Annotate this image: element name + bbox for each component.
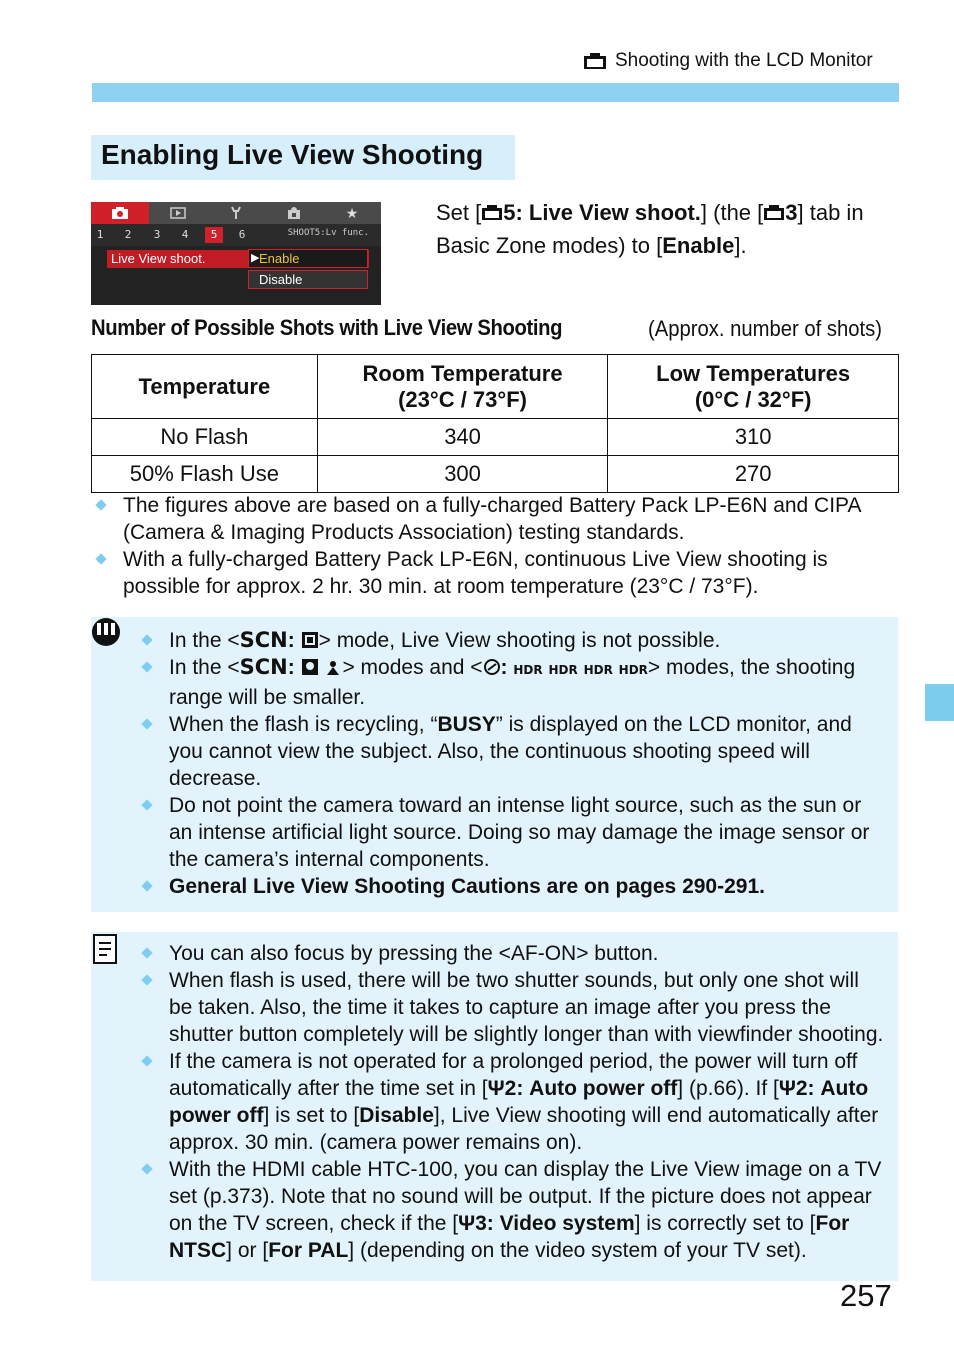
menu-page-number: 4: [181, 228, 189, 241]
hdr-icon: HDR: [548, 663, 578, 677]
camera-icon: [481, 204, 503, 221]
menu-page-number: 1: [96, 228, 104, 241]
hdr-backlight-icon: [324, 656, 342, 679]
text-run: :: [500, 656, 514, 679]
list-item: [137, 792, 887, 873]
section-title: Enabling Live View Shooting: [91, 135, 515, 180]
menu-option-label: Disable: [259, 272, 303, 287]
text-run: 3: Video system: [475, 1212, 635, 1235]
caution-icon: [91, 617, 121, 647]
wrench-icon: Ψ: [778, 1077, 796, 1100]
list-item: [137, 1156, 887, 1264]
text-run: If the camera is not operated for a prolonged period, the power will turn off automatically after the time set in [: [169, 1050, 858, 1100]
table-header-row: [92, 355, 899, 419]
menu-page-number-active: 5: [205, 227, 223, 243]
camera-icon: [763, 204, 785, 221]
list-item: [91, 546, 891, 600]
text-run: For NTSC: [169, 1212, 850, 1262]
list-item-text: General Live View Shooting Cautions are on pages 290-291.: [169, 875, 765, 898]
hdr-icon: HDR: [583, 663, 613, 677]
menu-tab-bar: [91, 202, 381, 224]
menu-item-label: Live View shoot.: [111, 251, 206, 266]
column-header: Temperature: [92, 355, 318, 419]
table-cell: 340: [317, 419, 608, 456]
note-list: [137, 940, 887, 1264]
table-row: [92, 419, 899, 456]
text-run: In the <: [169, 629, 240, 652]
wrench-icon: Ψ: [458, 1212, 476, 1235]
menu-option-disable: [248, 270, 368, 289]
text-run: 2: Auto power off: [504, 1077, 678, 1100]
bullet-icon: [141, 947, 152, 958]
shots-table: [91, 354, 899, 493]
menu-page-name: SHOOT5:Lv func.: [287, 228, 369, 238]
hdr-icon: HDR: [618, 663, 648, 677]
table-notes-list: [91, 492, 891, 600]
instr-text: Set [: [436, 200, 482, 225]
table-cell: 300: [317, 456, 608, 493]
text-run: ] is set to [: [263, 1104, 360, 1127]
text-run: 2: Auto power off: [169, 1077, 869, 1127]
caret-right-icon: ▶: [251, 252, 260, 264]
column-header: Low Temperatures (0°C / 32°F): [608, 355, 899, 419]
menu-page-number: 6: [238, 228, 246, 241]
text-run: ], Live View shooting will end automatically after approx. 30 min. (camera power remains on).: [169, 1104, 879, 1154]
night-portrait-icon: [301, 656, 319, 679]
list-item: [137, 940, 887, 967]
table-caption: Number of Possible Shots with Live View Shooting: [91, 315, 563, 340]
table-caption-note: (Approx. number of shots): [648, 316, 882, 341]
bullet-icon: [141, 718, 152, 729]
instr-setting: Enable: [662, 233, 735, 258]
instr-text: ].: [734, 233, 747, 258]
list-item-text: With a fully-charged Battery Pack LP-E6N, continuous Live View shooting is possible for approx. 2 hr. 30 min. at room temperature (23°C / 73°F).: [123, 548, 828, 598]
text-run: ] (depending on the video system of your TV set).: [348, 1239, 807, 1262]
list-item: [137, 1048, 887, 1156]
af-on-button-icon: AF-ON: [510, 942, 577, 965]
bullet-icon: [95, 499, 106, 510]
text-run: > mode, Live View shooting is not possible.: [318, 629, 721, 652]
list-item: [137, 627, 887, 654]
scn-mode-icon: SCN: [239, 655, 288, 679]
text-run: Disable: [359, 1104, 434, 1127]
camera-menu-screenshot: [91, 202, 381, 305]
list-item: [137, 967, 887, 1048]
header-bar: [92, 83, 899, 102]
menu-page-number: 3: [153, 228, 161, 241]
camera-icon: [583, 52, 607, 70]
text-run: With the HDMI cable HTC-100, you can display the Live View image on a TV set (p.373). Note that no sound will be output. If the picture does not appear on the TV screen, check if the [: [169, 1158, 882, 1235]
text-run: ] or [: [226, 1239, 269, 1262]
list-item-text: When flash is used, there will be two shutter sounds, but only one shot will be taken. Also, the time it takes to capture an image after you press the shutter button completely will be slightly longer than with viewfinder shooting.: [169, 969, 884, 1046]
hdr-icon: HDR: [513, 663, 543, 677]
list-item: [137, 654, 887, 711]
text-run: > modes, the shooting range will be smaller.: [169, 656, 856, 709]
custom-icon: [265, 202, 323, 224]
text-run: :: [287, 656, 301, 679]
menu-option-enable: [248, 249, 368, 268]
menu-option-label: Enable: [259, 251, 300, 266]
table-cell: 310: [608, 419, 899, 456]
play-icon: [149, 202, 207, 224]
page-header: [583, 50, 873, 72]
caution-list: [137, 627, 887, 900]
menu-page-numbers: [91, 224, 381, 246]
menu-page-number: 2: [124, 228, 132, 241]
hdr-filter-icons: [513, 656, 648, 679]
hand-held-night-icon: [301, 629, 319, 652]
instr-tab-number: 3: [785, 200, 798, 225]
instr-text: ] tab in Basic Zone modes) to [: [436, 200, 864, 258]
table-cell: 50% Flash Use: [92, 456, 318, 493]
bullet-icon: [141, 799, 152, 810]
instr-menu-item: 5: Live View shoot.: [503, 200, 701, 225]
wrench-icon: [207, 202, 265, 224]
list-item: [91, 492, 891, 546]
chapter-side-tab: [925, 684, 954, 721]
text-run: > modes and <: [342, 656, 483, 679]
bullet-icon: [141, 1055, 152, 1066]
text-run: When the flash is recycling, “: [169, 713, 438, 736]
page-number: 257: [840, 1278, 892, 1313]
bullet-icon: [141, 880, 152, 891]
header-title: Shooting with the LCD Monitor: [615, 50, 873, 71]
instr-text: ] (the [: [700, 200, 764, 225]
instruction-text: [436, 196, 906, 262]
bullet-icon: [95, 553, 106, 564]
text-run: ” is displayed on the LCD monitor, and you cannot view the subject. Also, the continuous shooting speed will decrease.: [169, 713, 852, 790]
text-run: For PAL: [268, 1239, 349, 1262]
list-item: [137, 711, 887, 792]
busy-label: BUSY: [437, 713, 496, 736]
text-run: ] is correctly set to [: [634, 1212, 816, 1235]
note-box: [91, 932, 898, 1281]
text-run: :: [287, 629, 301, 652]
creative-filter-icon: [483, 656, 501, 679]
scn-mode-icon: SCN: [239, 628, 288, 652]
list-item-text: The figures above are based on a fully-charged Battery Pack LP-E6N and CIPA (Camera & Imaging Products Association) testing standards.: [123, 494, 861, 544]
text-run: In the <: [169, 656, 240, 679]
text-run: ] (p.66). If [: [677, 1077, 779, 1100]
table-row: [92, 456, 899, 493]
bullet-icon: [141, 634, 152, 645]
bullet-icon: [141, 974, 152, 985]
star-icon: ★: [345, 204, 359, 221]
text-run: > button.: [576, 942, 659, 965]
note-icon: [93, 934, 119, 966]
wrench-icon: Ψ: [487, 1077, 505, 1100]
bullet-icon: [141, 661, 152, 672]
text-run: You can also focus by pressing the <: [169, 942, 511, 965]
caution-box: [91, 617, 898, 912]
list-item-text: Do not point the camera toward an intense light source, such as the sun or an intense artificial light source. Doing so may damage the image sensor or the camera’s internal components.: [169, 794, 870, 871]
camera-icon: [91, 202, 149, 224]
column-header: Room Temperature (23°C / 73°F): [317, 355, 608, 419]
list-item: [137, 873, 887, 900]
bullet-icon: [141, 1163, 152, 1174]
table-cell: 270: [608, 456, 899, 493]
table-cell: No Flash: [92, 419, 318, 456]
